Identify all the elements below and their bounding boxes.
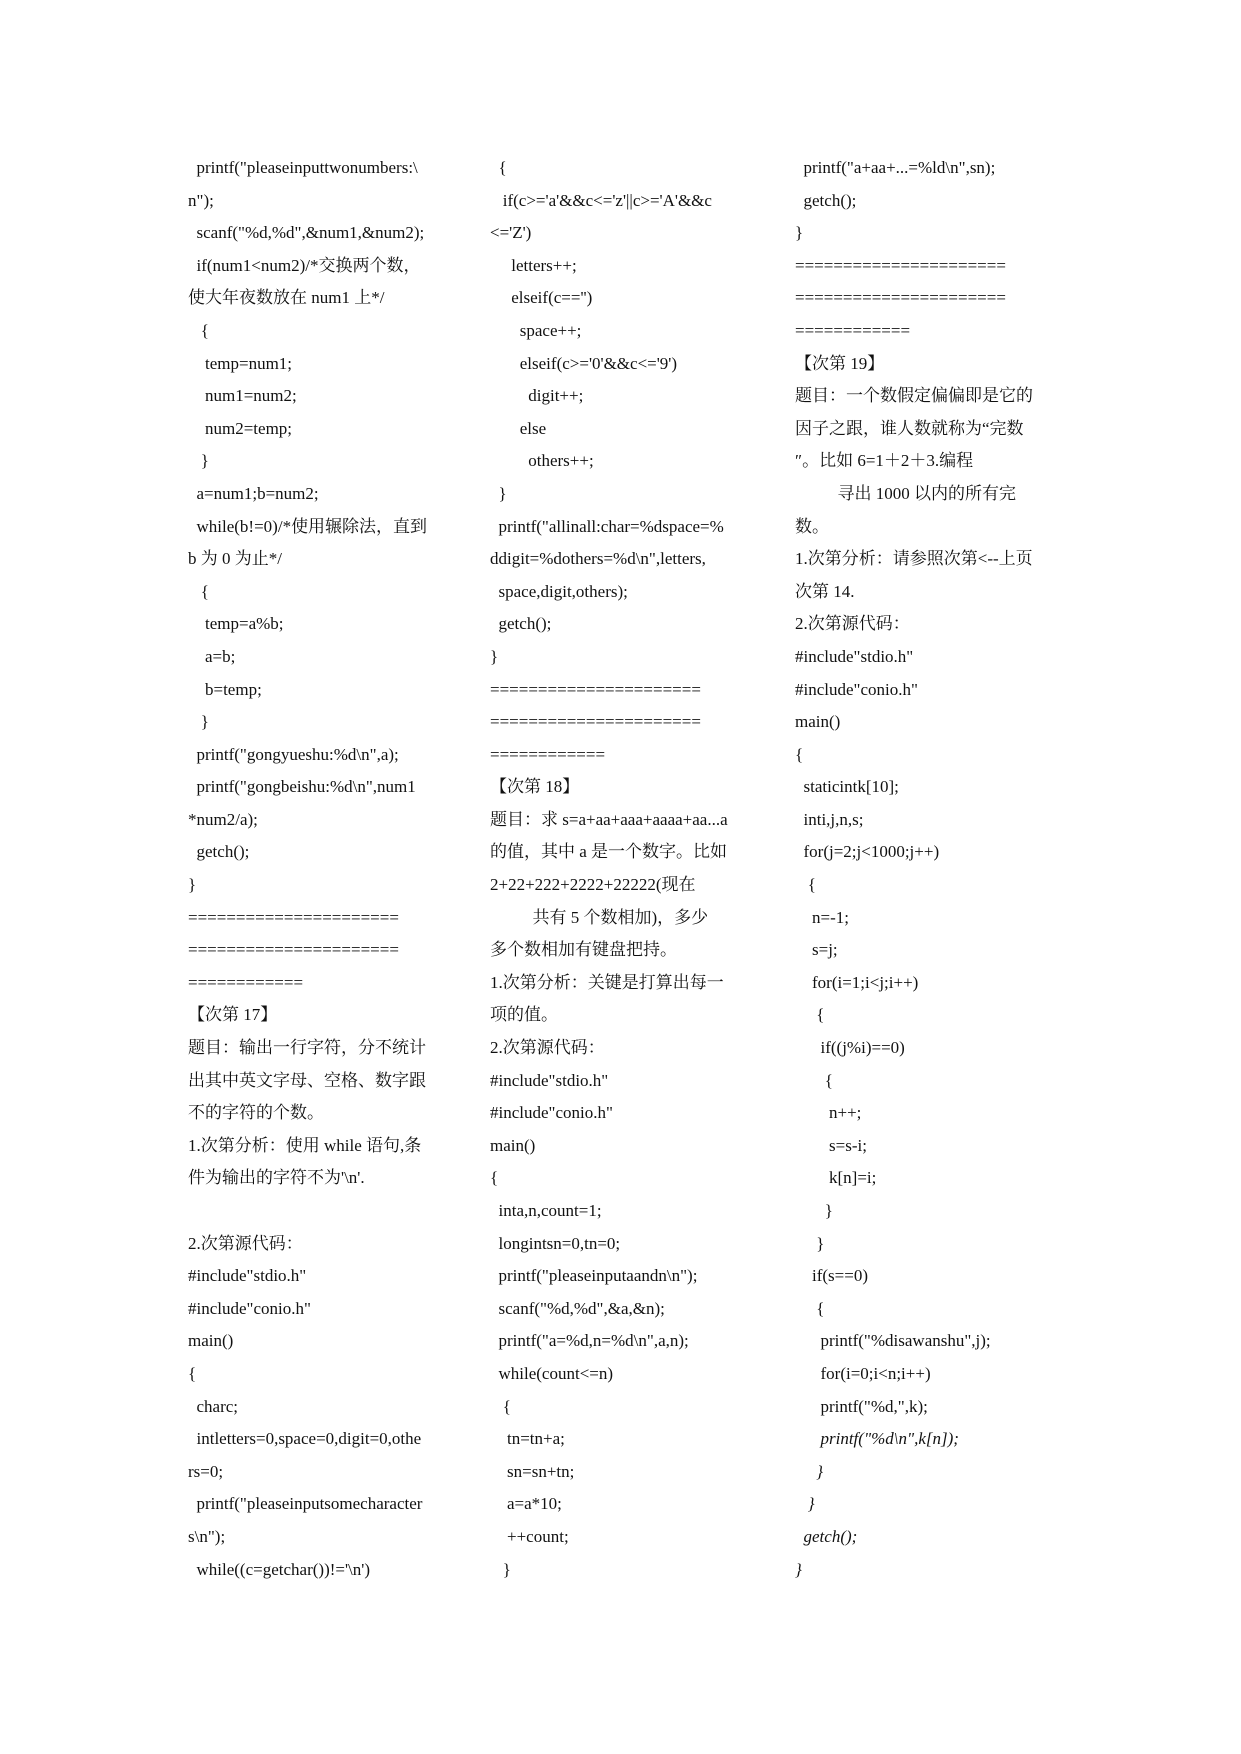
- text-line: if(num1<num2)/*交换两个数，: [188, 255, 421, 275]
- text-line: elseif(c>='0'&&c<='9'): [490, 353, 678, 373]
- text-line: }: [490, 646, 499, 666]
- text-column-1: [188, 152, 458, 1586]
- text-line: {: [188, 320, 209, 340]
- text-line: ″。比如 6=1＋2＋3.编程: [795, 451, 974, 471]
- text-line: }: [188, 451, 209, 471]
- text-line: }: [795, 1494, 815, 1514]
- text-line: 1.次第分析：关键是打算出每一: [490, 972, 724, 992]
- text-line: {: [490, 1396, 511, 1416]
- text-line: }: [795, 1559, 802, 1579]
- text-line: n=-1;: [795, 907, 849, 927]
- text-line: ddigit=%dothers=%d\n",letters,: [490, 549, 706, 569]
- text-line: 题目：输出一行字符，分不统计: [188, 1038, 426, 1058]
- text-line: printf("gongyueshu:%d\n",a);: [188, 744, 399, 764]
- text-line: [188, 1195, 458, 1228]
- text-line: }: [188, 875, 197, 895]
- text-line: }: [490, 483, 507, 503]
- text-line: digit++;: [490, 386, 584, 406]
- text-line: main(): [795, 712, 841, 732]
- text-line: {: [188, 1363, 197, 1383]
- text-line: printf("pleaseinputaandn\n");: [490, 1266, 698, 1286]
- text-line: getch();: [188, 842, 250, 862]
- text-line: sn=sn+tn;: [490, 1461, 575, 1481]
- text-line: b 为 0 为止*/: [188, 549, 282, 569]
- text-line: while(b!=0)/*使用辗除法，直到: [188, 516, 428, 536]
- text-line: printf("a=%d,n=%d\n",a,n);: [490, 1331, 689, 1351]
- text-line: main(): [188, 1331, 234, 1351]
- text-line: #include"conio.h": [188, 1298, 311, 1318]
- text-line: ============: [188, 972, 304, 992]
- text-line: s=j;: [795, 940, 838, 960]
- text-line: }: [188, 712, 209, 732]
- text-column-2: [490, 152, 760, 1586]
- text-line: 次第 14.: [795, 581, 855, 601]
- text-line: n++;: [795, 1103, 862, 1123]
- text-line: getch();: [795, 190, 857, 210]
- text-line: printf("%d\n",k[n]);: [795, 1429, 959, 1449]
- text-line: 2.次第源代码：: [188, 1233, 303, 1253]
- text-line: {: [795, 875, 816, 895]
- text-line: main(): [490, 1135, 536, 1155]
- text-line: 数。: [795, 516, 829, 536]
- text-line: if((j%i)==0): [795, 1038, 905, 1058]
- text-line: 共有 5 个数相加)，多少: [490, 907, 709, 927]
- text-line: }: [795, 1233, 825, 1253]
- text-line: 【次第 17】: [188, 1005, 278, 1025]
- text-line: getch();: [795, 1526, 858, 1546]
- text-line: printf("gongbeishu:%d\n",num1: [188, 777, 416, 797]
- text-line: intletters=0,space=0,digit=0,othe: [188, 1429, 422, 1449]
- text-line: ======================: [795, 288, 1006, 308]
- text-line: elseif(c==''): [490, 288, 593, 308]
- text-line: printf("pleaseinputtwonumbers:\: [188, 158, 418, 177]
- text-line: 【次第 19】: [795, 353, 885, 373]
- text-line: ============: [490, 744, 606, 764]
- text-line: b=temp;: [188, 679, 262, 699]
- text-line: 1.次第分析：使用 while 语句,条: [188, 1135, 422, 1155]
- text-line: while((c=getchar())!='\n'): [188, 1559, 370, 1579]
- text-line: #include"stdio.h": [188, 1266, 307, 1286]
- text-line: #include"stdio.h": [490, 1070, 609, 1090]
- text-line: temp=a%b;: [188, 614, 284, 634]
- text-line: a=b;: [188, 646, 236, 666]
- text-line: 2.次第源代码：: [490, 1038, 605, 1058]
- text-line: letters++;: [490, 255, 577, 275]
- text-line: a=num1;b=num2;: [188, 483, 319, 503]
- text-line: a=a*10;: [490, 1494, 562, 1514]
- text-line: inta,n,count=1;: [490, 1201, 602, 1220]
- text-line: ======================: [795, 255, 1006, 275]
- text-line: ======================: [490, 712, 701, 732]
- text-line: }: [795, 1201, 833, 1220]
- text-line: ============: [795, 320, 911, 340]
- text-line: scanf("%d,%d",&a,&n);: [490, 1298, 665, 1318]
- text-line: ======================: [490, 679, 701, 699]
- text-line: ======================: [188, 940, 399, 960]
- text-line: }: [795, 223, 804, 243]
- text-line: 使大年夜数放在 num1 上*/: [188, 288, 385, 308]
- text-line: for(j=2;j<1000;j++): [795, 842, 940, 862]
- text-line: #include"conio.h": [795, 679, 918, 699]
- text-line: ++count;: [490, 1526, 569, 1546]
- text-line: {: [795, 1005, 825, 1025]
- text-line: ======================: [188, 907, 399, 927]
- text-line: s\n");: [188, 1526, 226, 1546]
- text-line: while(count<=n): [490, 1363, 614, 1383]
- text-line: longintsn=0,tn=0;: [490, 1233, 621, 1253]
- text-line: inti,j,n,s;: [795, 809, 864, 829]
- text-line: getch();: [490, 614, 552, 634]
- text-line: 多个数相加有键盘把持。: [490, 940, 677, 960]
- text-line: 的值，其中 a 是一个数字。比如: [490, 842, 728, 862]
- text-line: if(c>='a'&&c<='z'||c>='A'&&c: [490, 190, 712, 210]
- text-line: tn=tn+a;: [490, 1429, 565, 1449]
- text-line: 【次第 18】: [490, 777, 580, 797]
- text-line: 题目：求 s=a+aa+aaa+aaaa+aa...a: [490, 809, 728, 829]
- text-line: k[n]=i;: [795, 1168, 877, 1188]
- text-column-3: [795, 152, 1065, 1586]
- text-line: others++;: [490, 451, 594, 471]
- text-line: }: [490, 1559, 511, 1579]
- text-line: {: [490, 1168, 499, 1188]
- text-line: printf("pleaseinputsomecharacter: [188, 1494, 423, 1514]
- text-line: space,digit,others);: [490, 581, 628, 601]
- text-line: 出其中英文字母、空格、数字跟: [188, 1070, 426, 1090]
- text-line: num1=num2;: [188, 386, 297, 406]
- text-line: {: [795, 1298, 825, 1318]
- text-line: 因子之跟，谁人数就称为“完数: [795, 418, 1024, 438]
- text-line: 2.次第源代码：: [795, 614, 910, 634]
- text-line: staticintk[10];: [795, 777, 899, 797]
- text-line: #include"stdio.h": [795, 646, 914, 666]
- text-line: printf("%d,",k);: [795, 1396, 928, 1416]
- text-line: 2+22+222+2222+22222(现在: [490, 875, 696, 895]
- text-line: #include"conio.h": [490, 1103, 613, 1123]
- text-line: 件为输出的字符不为'\n'.: [188, 1168, 365, 1188]
- text-line: temp=num1;: [188, 353, 293, 373]
- text-line: for(i=1;i<j;i++): [795, 972, 919, 992]
- text-line: 项的值。: [490, 1005, 558, 1025]
- text-line: rs=0;: [188, 1461, 224, 1481]
- text-line: if(s==0): [795, 1266, 868, 1286]
- text-line: *num2/a);: [188, 809, 258, 829]
- text-line: {: [795, 744, 804, 764]
- text-line: {: [188, 581, 209, 601]
- text-line: n");: [188, 190, 214, 210]
- text-line: {: [490, 158, 507, 177]
- text-line: scanf("%d,%d",&num1,&num2);: [188, 223, 425, 243]
- text-line: for(i=0;i<n;i++): [795, 1363, 931, 1383]
- text-line: s=s-i;: [795, 1135, 867, 1155]
- text-line: num2=temp;: [188, 418, 293, 438]
- text-line: printf("%disawanshu",j);: [795, 1331, 991, 1351]
- text-line: space++;: [490, 320, 582, 340]
- text-line: 寻出 1000 以内的所有完: [795, 483, 1016, 503]
- text-line: {: [795, 1070, 833, 1090]
- text-line: 1.次第分析：请参照次第<--上页: [795, 549, 1033, 569]
- text-line: }: [795, 1461, 824, 1481]
- text-line: charc;: [188, 1396, 239, 1416]
- text-line: 不的字符的个数。: [188, 1103, 324, 1123]
- text-line: printf("a+aa+...=%ld\n",sn);: [795, 158, 996, 177]
- text-line: printf("allinall:char=%dspace=%: [490, 516, 724, 536]
- text-line: else: [490, 418, 547, 438]
- text-line: 题目：一个数假定偏偏即是它的: [795, 386, 1033, 406]
- text-line: <='Z'): [490, 223, 532, 243]
